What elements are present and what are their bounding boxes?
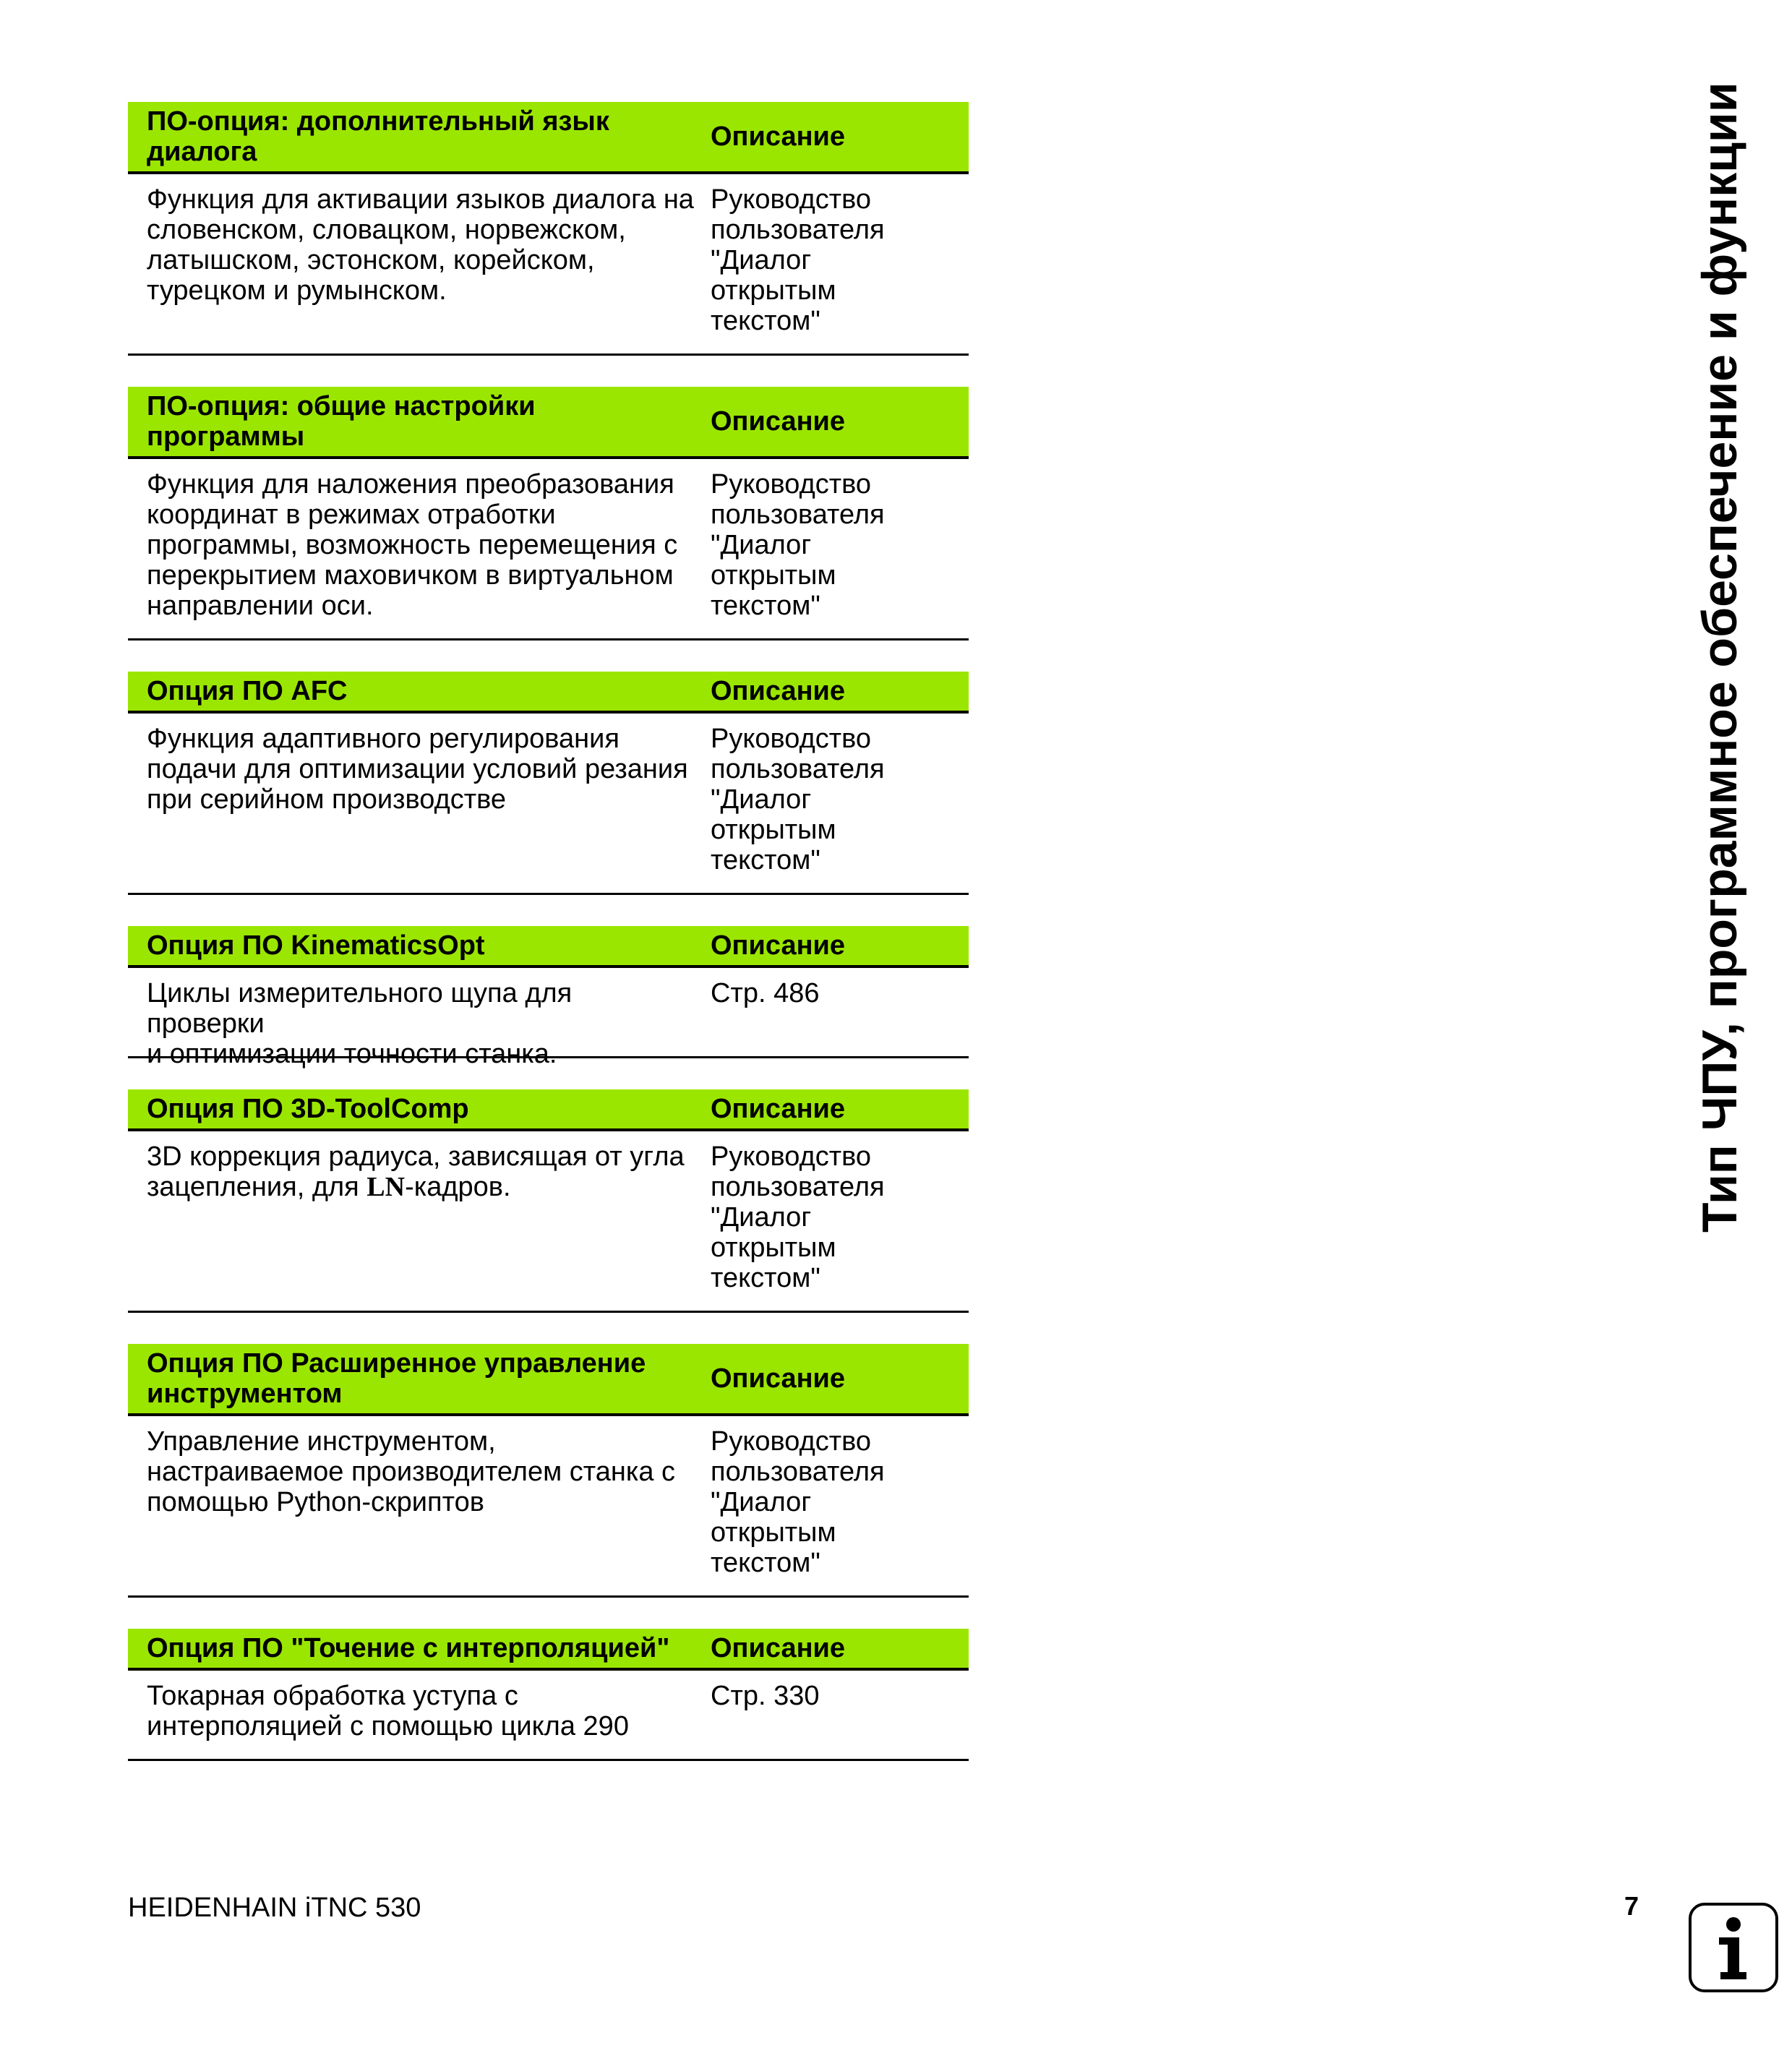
table-header-title: ПО-опция: общие настройки программы xyxy=(147,391,536,452)
table-cell-reference: Руководство пользователя "Диалог открытым текстом" xyxy=(711,1426,885,1578)
table-cell-function xyxy=(128,1141,709,1202)
table-header-title: Опция ПО Расширенное управление инструментом xyxy=(147,1348,646,1409)
table-header-title: Опция ПО AFC xyxy=(147,676,348,706)
ln-code: LN xyxy=(366,1172,406,1202)
table-cell-reference: Стр. 330 xyxy=(711,1681,820,1711)
table-header xyxy=(128,1344,969,1416)
table-header-title: Опция ПО "Точение с интерполяцией" xyxy=(147,1633,670,1663)
text-segment: 3D коррекция радиуса, зависящая от угла зацепления, для xyxy=(147,1141,685,1202)
table-header xyxy=(128,102,969,174)
option-table-3d-toolcomp xyxy=(128,1089,969,1313)
table-body xyxy=(128,1416,969,1595)
table-body xyxy=(128,459,969,638)
table-cell-function: Функция для наложения преобразования координат в режимах отработки программы, возможность перемещения с перекрытием маховичком в виртуальном направлении оси. xyxy=(147,469,678,621)
info-icon xyxy=(1689,1903,1778,1992)
option-table-tool-management xyxy=(128,1344,969,1598)
page-number: 7 xyxy=(1624,1891,1639,1921)
table-body xyxy=(128,968,969,1069)
table-cell-function: Токарная обработка уступа с интерполяцией с помощью цикла 290 xyxy=(147,1681,629,1741)
table-cell-function: Функция для активации языков диалога на словенском, словацком, норвежском, латышском, эстонском, корейском, турецком и румынском. xyxy=(147,184,694,306)
option-table-program-settings xyxy=(128,387,969,640)
footer-brand: HEIDENHAIN iTNC 530 xyxy=(128,1893,421,1923)
table-header-description: Описание xyxy=(711,930,846,961)
text-segment: -кадров. xyxy=(405,1172,511,1202)
table-header-description: Описание xyxy=(711,676,846,706)
table-cell-reference: Стр. 486 xyxy=(711,978,820,1008)
table-cell-function: Функция адаптивного регулирования подачи для оптимизации условий резания при серийном производстве xyxy=(147,724,688,815)
option-table-dialog-language xyxy=(128,102,969,356)
table-body xyxy=(128,1131,969,1311)
table-header-description: Описание xyxy=(711,1633,846,1663)
table-header-description: Описание xyxy=(711,1363,846,1394)
table-header xyxy=(128,926,969,968)
table-body xyxy=(128,714,969,893)
table-header-title: Опция ПО 3D-ToolComp xyxy=(147,1094,469,1124)
table-header xyxy=(128,1629,969,1671)
table-cell-reference: Руководство пользователя "Диалог открытым текстом" xyxy=(711,1141,885,1293)
option-table-afc xyxy=(128,672,969,895)
table-cell-function: Управление инструментом, настраиваемое производителем станка с помощью Python-скриптов xyxy=(147,1426,676,1517)
table-body xyxy=(128,1671,969,1759)
table-header-title: Опция ПО KinematicsOpt xyxy=(147,930,485,961)
option-table-interpolation-turning xyxy=(128,1629,969,1761)
table-header-description: Описание xyxy=(711,406,846,437)
table-cell-reference: Руководство пользователя "Диалог открытым текстом" xyxy=(711,184,885,336)
table-header-title: ПО-опция: дополнительный язык диалога xyxy=(147,106,609,167)
table-cell-function: Циклы измерительного щупа для проверки и оптимизации точности станка. xyxy=(147,978,573,1069)
chapter-side-title: Тип ЧПУ, программное обеспечение и функции xyxy=(1692,82,1747,1233)
table-cell-reference: Руководство пользователя "Диалог открытым текстом" xyxy=(711,724,885,875)
table-header-description: Описание xyxy=(711,121,846,152)
table-header xyxy=(128,387,969,459)
table-cell-reference: Руководство пользователя "Диалог открытым текстом" xyxy=(711,469,885,621)
table-header xyxy=(128,672,969,714)
table-body xyxy=(128,174,969,354)
table-header xyxy=(128,1089,969,1131)
table-header-description: Описание xyxy=(711,1094,846,1124)
option-table-kinematicsopt xyxy=(128,926,969,1069)
